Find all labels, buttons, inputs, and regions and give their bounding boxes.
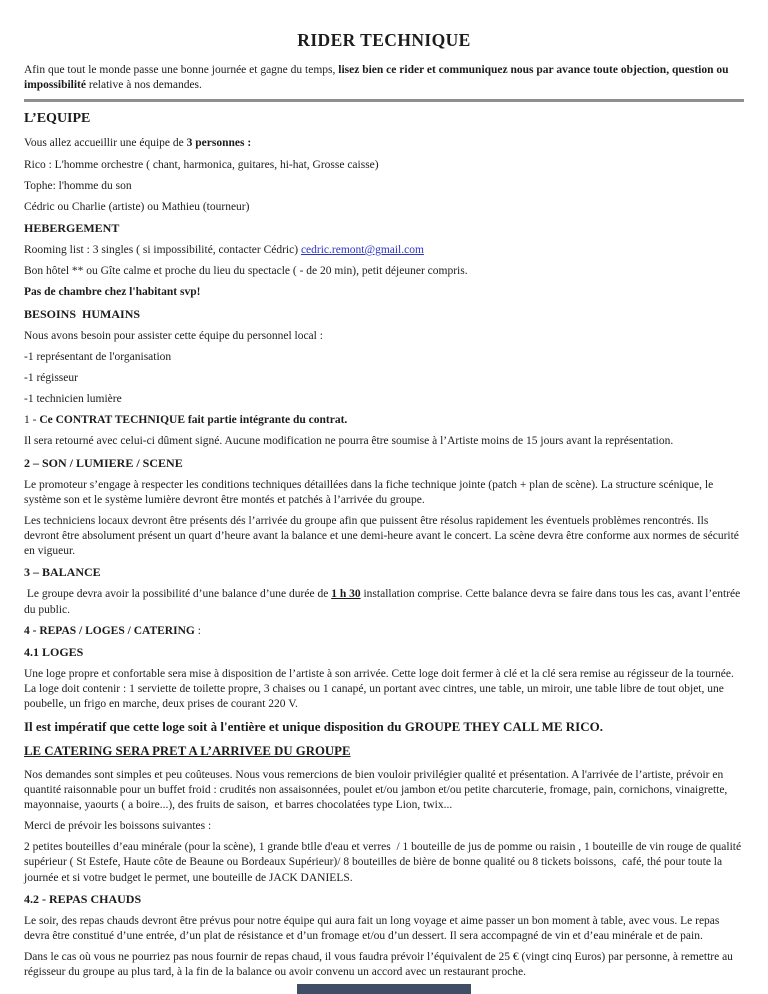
- balance-text-post: installation comprise. Cette balance devra se faire dans tous les cas, avant l’entrée du public.: [24, 588, 744, 616]
- heading-catering: LE CATERING SERA PRET A L’ARRIVEE DU GROUPE: [24, 743, 351, 758]
- repas-cash-paragraph: Dans le cas où vous ne pourriez pas nous fournir de repas chaud, il vous faudra prévoir l’équivalent de 25 € (vingt cinq Euros) par personne, à remettre au régisseur du groupe au plus tard, à la fin de la balance ou avoir convenu un accord avec un restaurant proche.: [24, 951, 736, 979]
- bottom-bar: [297, 984, 471, 994]
- staff-intro: Nous avons besoin pour assister cette équipe du personnel local :: [24, 329, 323, 342]
- heading-repas-chauds: 4.2 - REPAS CHAUDS: [24, 891, 142, 906]
- page-title: RIDER TECHNIQUE: [297, 30, 471, 50]
- heading-son-lumiere-scene: 2 – SON / LUMIERE / SCENE: [24, 455, 183, 470]
- balance-paragraph: [24, 587, 744, 617]
- contract-heading-line: [24, 413, 744, 428]
- contract-number: 1 -: [24, 414, 40, 427]
- son-paragraph-1: Le promoteur s’engage à respecter les conditions techniques détaillées dans la fiche technique jointe (patch + plan de scène). La structure scénique, le système son et le système lumière devront être montés et patchés à l’arrivée du groupe.: [24, 478, 717, 506]
- staff-item-regisseur: -1 régisseur: [24, 371, 78, 384]
- staff-item-representant: -1 représentant de l'organisation: [24, 350, 172, 363]
- heading-besoins-humains: BESOINS HUMAINS: [24, 306, 141, 321]
- team-intro-pre: Vous allez accueillir une équipe de: [24, 137, 187, 150]
- heading-repas-loges-catering: [24, 624, 744, 639]
- team-intro-bold: 3 personnes :: [186, 137, 252, 150]
- intro-text-bold: lisez bien ce rider et communiquez nous par avance toute objection, question ou impossibilité: [24, 64, 732, 92]
- no-homestay-text: Pas de chambre chez l'habitant svp!: [24, 286, 201, 299]
- intro-text-post: relative à nos demandes.: [85, 79, 202, 92]
- balance-duration: 1 h 30: [331, 588, 361, 601]
- balance-text-pre: Le groupe devra avoir la possibilité d’une balance d’une durée de: [24, 588, 332, 601]
- contract-body: Il sera retourné avec celui-ci dûment signé. Aucune modification ne pourra être soumise à l’Artiste moins de 15 jours avant la représentation.: [24, 435, 674, 448]
- repas-heading-colon: :: [194, 624, 201, 637]
- loges-imperatif-note: Il est impératif que cette loge soit à l'entière et unique disposition du GROUPE THEY CALL ME RICO.: [24, 719, 603, 735]
- staff-item-technicien: -1 technicien lumière: [24, 393, 122, 406]
- team-member-rico: Rico : L'homme orchestre ( chant, harmonica, guitares, hi-hat, Grosse caisse): [24, 158, 379, 171]
- heading-hebergement: HEBERGEMENT: [24, 221, 120, 236]
- no-homestay-note: [24, 285, 744, 300]
- hotel-info: Bon hôtel ** ou Gîte calme et proche du lieu du spectacle ( - de 20 min), petit déjeuner compris.: [24, 265, 468, 278]
- catering-paragraph: Nos demandes sont simples et peu coûteuses. Nous vous remercions de bien vouloir privilégier qualité et présentation. A l'arrivée de l’artiste, prévoir en quantité raisonnable pour un buffet froid : crudités non assaisonnées, poulet et/ou jambon et/ou petite charcuterie, fromage, pain, cornichons, vinaigrette, mayonnaise, yaourts ( a boire...), des fruits de saison, et barres chocolatées type Lion, twix...: [24, 768, 731, 811]
- team-member-tophe: Tophe: l'homme du son: [24, 179, 132, 192]
- son-paragraph-2: Les techniciens locaux devront être présents dés l’arrivée du groupe afin que puissent être résolus rapidement les éventuels problèmes rencontrés. Ils devront être absolument présent un quart d’heure avant la balance et une demi-heure avant le concert. La scène devra être conforme aux normes de sécurité en vigueur.: [24, 514, 742, 558]
- intro-paragraph: [24, 63, 744, 93]
- heading-equipe: L’EQUIPE: [24, 111, 91, 127]
- rooming-list-line: [24, 243, 744, 258]
- drinks-intro: Merci de prévoir les boissons suivantes :: [24, 820, 212, 833]
- intro-text-pre: Afin que tout le monde passe une bonne journée et gagne du temps,: [24, 64, 339, 76]
- team-member-cedric: Cédric ou Charlie (artiste) ou Mathieu (tourneur): [24, 200, 250, 213]
- drinks-list: 2 petites bouteilles d’eau minérale (pour la scène), 1 grande btlle d'eau et verres / 1 bouteille de jus de pomme ou raisin , 1 bouteille de vin rouge de qualité supérieur ( St Estefe, Haute côte de Beaune ou Bordeaux Supérieur)/ 8 bouteilles de bière de bonne qualité ou 8 tickets boissons, café, thé pour toute la journée et si votre budget le permet, une bouteille de JACK DANIELS.: [24, 841, 744, 884]
- loges-body: Une loge propre et confortable sera mise à disposition de l’artiste à son arrivée. Cette loge doit fermer à clé et la clé sera remise au régisseur de la tournée. La loge doit contenir : 1 serviette de toilette propre, 3 chaises ou 1 canapé, un portant avec cintres, une table, un miroir, une table libre de tout objet, une poubelle, un frigo en marche, deux prises de courant 220 V.: [24, 667, 737, 711]
- email-link[interactable]: cedric.remont@gmail.com: [300, 244, 424, 257]
- repas-heading-bold: 4 - REPAS / LOGES / CATERING: [24, 624, 195, 637]
- team-intro: [24, 136, 744, 151]
- rooming-list-text: Rooming list : 3 singles ( si impossibilité, contacter Cédric): [24, 244, 301, 257]
- contract-heading-bold: Ce CONTRAT TECHNIQUE fait partie intégrante du contrat.: [39, 414, 348, 427]
- section-divider: [24, 99, 744, 102]
- heading-balance: 3 – BALANCE: [24, 565, 101, 580]
- repas-chauds-paragraph: Le soir, des repas chauds devront être prévus pour notre équipe qui aura fait un long voyage et aime passer un bon moment à table, avec vous. Le repas devra être constitué d’une entrée, d’un plat de résistance et d’un fromage et/ou d’un dessert. Il sera accompagné de vin et d’eau minérale et de pain.: [24, 914, 723, 942]
- heading-loges: 4.1 LOGES: [24, 644, 84, 659]
